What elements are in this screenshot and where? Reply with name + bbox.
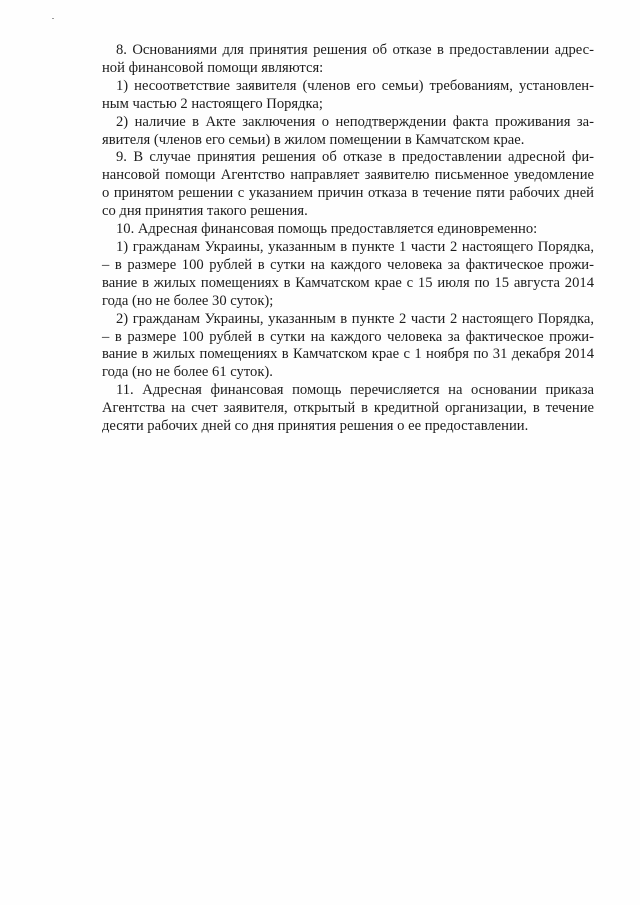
paragraph-item-10-1: 1) гражданам Украины, указанным в пункте 1 части 2 настоящего Порядка, – в размере 100 рублей в сутки на каждого человека за фактическое проживание в жилых помещениях в Камчатском крае с 15 июля по 15 августа 2014 года (но не более 30 суток); xyxy=(102,238,594,309)
paragraph-item-8-1: 1) несоответствие заявителя (членов его семьи) требованиям, установленным частью 2 настоящего Порядка; xyxy=(102,77,594,112)
paragraph-item-9: 9. В случае принятия решения об отказе в предоставлении адресной финансовой помощи Агентство направляет заявителю письменное уведомление о принятом решении с указанием причин отказа в течение пяти рабочих дней со дня принятия такого решения. xyxy=(102,149,594,220)
paragraph-item-10-2: 2) гражданам Украины, указанным в пункте 2 части 2 настоящего Порядка, – в размере 100 рублей в сутки на каждого человека за фактическое проживание в жилых помещениях в Камчатском крае с 1 ноября по 31 декабря 2014 года (но не более 61 суток). xyxy=(102,310,594,381)
paragraph-item-8: 8. Основаниями для принятия решения об отказе в предоставлении адресной финансовой помощи являются: xyxy=(102,42,594,76)
paragraph-item-8-2: 2) наличие в Акте заключения о неподтверждении факта проживания заявителя (членов его семьи) в жилом помещении в Камчатском крае. xyxy=(102,113,594,148)
scan-artifact xyxy=(52,18,54,19)
paragraph-item-10: 10. Адресная финансовая помощь предоставляется единовременно: xyxy=(116,221,538,238)
document-body xyxy=(102,42,594,436)
paragraph-item-11: 11. Адресная финансовая помощь перечисляется на основании приказа Агентства на счет заявителя, открытый в кредитной организации, в течение десяти рабочих дней со дня принятия решения о ее предоставлении. xyxy=(102,382,594,435)
